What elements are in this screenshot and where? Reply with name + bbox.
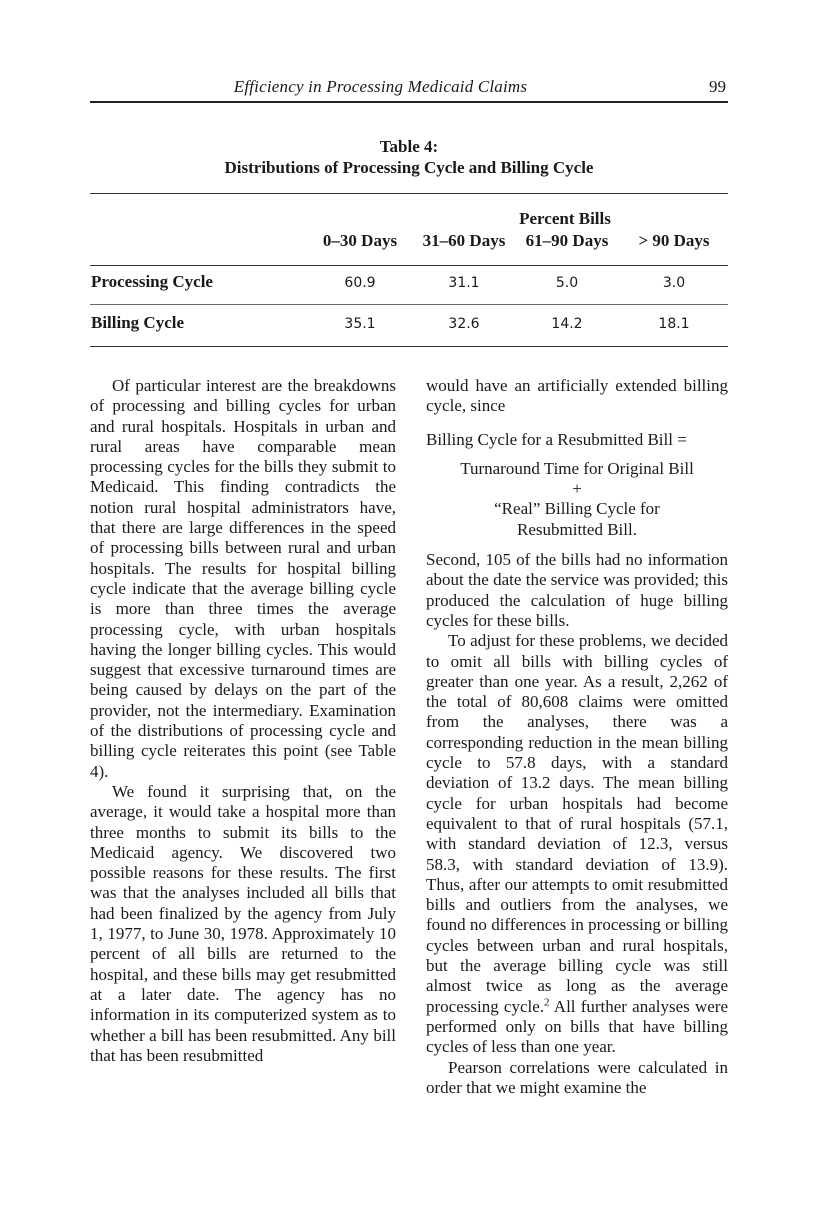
- footnote-marker: 2: [544, 995, 550, 1008]
- column-header: 61–90 Days: [525, 231, 609, 250]
- table-cell: 3.0: [662, 275, 686, 291]
- table-cell: 32.6: [448, 316, 480, 332]
- body-paragraph: Pearson correlations were calculated in order that we might examine the: [426, 1057, 728, 1097]
- table-cell: 18.1: [658, 316, 690, 332]
- column-header: > 90 Days: [638, 231, 710, 250]
- paragraph-text: To adjust for these problems, we decided to omit all bills with billing cycles of greater than one year. As a result, 2,262 of the total of 80,608 claims were omitted from the analyses, there was a corresponding reduction in the mean billing cycle to 57.8 days, with a standard deviation of 13.2 days. The mean billing cycle for urban hospitals had become equivalent to that of rural hospitals (57.1, with standard deviation of 12.3, versus 58.3, with standard deviation of 13.9). Thus, after our attempts to omit resubmitted bills and outliers from the analyses, we found no differences in processing or billing cycles between urban and rural hospitals, but the average billing cycle was still almost twice as long as the average processing cycle.: [426, 631, 728, 1016]
- column-header: 0–30 Days: [322, 231, 398, 250]
- running-title: Efficiency in Processing Medicaid Claims: [233, 77, 528, 96]
- table-spanner-heading: Percent Bills: [519, 209, 611, 228]
- table-bottom-rule: [90, 346, 728, 347]
- row-label-billing-cycle: Billing Cycle: [91, 313, 185, 332]
- column-header: 31–60 Days: [422, 231, 506, 250]
- body-paragraph: Second, 105 of the bills had no information about the date the service was provided; this produced the calculation of huge billing cycles for these bills.: [426, 550, 728, 630]
- table-number: Table 4:: [379, 137, 439, 156]
- left-text-column: [90, 376, 396, 1066]
- body-paragraph: We found it surprising that, on the average, it would take a hospital more than three months to submit its bills to the Medicaid agency. We discovered two possible reasons for these results. The first was that the analyses included all bills that had been finalized by the agency from July 1, 1977, to June 30, 1978. Approximately 10 percent of all bills are returned to the hospital, and these bills may get resubmitted at a later date. The agency has no information in its computerized system as to whether a bill has been resubmitted. Any bill that has been resubmitted: [90, 781, 396, 1065]
- formula-line: Resubmitted Bill.: [517, 519, 637, 539]
- table-cell: 35.1: [344, 316, 376, 332]
- running-header: [90, 74, 728, 98]
- row-label-processing-cycle: Processing Cycle: [91, 272, 213, 291]
- body-paragraph: Of particular interest are the breakdowns of processing and billing cycles for urban and rural hospitals. Hospitals in urban and rural areas have comparable mean processing cycles for the bills they submit to Medicaid. This finding contradicts the notion rural hospital administrators have, that there are large differences in the speed of processing bills between rural and urban hospitals. The results for hospital billing cycle indicate that the average billing cycle is more than three times the average processing cycle, with urban hospitals having the longer billing cycles. This would suggest that excessive turnaround times are being caused by delays on the part of the provider, not the intermediary. Examination of the distributions of processing cycle and billing cycle reiterates this point (see Table 4).: [90, 376, 396, 781]
- table-header-rule: [90, 265, 728, 266]
- right-text-column: [426, 376, 728, 1098]
- formula-heading: Billing Cycle for a Resubmitted Bill =: [426, 429, 687, 449]
- table-cell: 14.2: [551, 316, 583, 332]
- table-row-rule: [90, 304, 728, 305]
- body-paragraph: [426, 631, 728, 1057]
- table-caption: Distributions of Processing Cycle and Billing Cycle: [224, 158, 594, 177]
- body-paragraph: would have an artificially extended billing cycle, since: [426, 376, 728, 416]
- formula-operator: +: [572, 479, 582, 499]
- table-cell: 31.1: [448, 275, 480, 291]
- table-cell: 5.0: [555, 275, 579, 291]
- page-number: 99: [709, 77, 726, 96]
- formula: [426, 459, 728, 540]
- header-rule: [90, 101, 728, 103]
- table-cell: 60.9: [344, 275, 376, 291]
- formula-line: Turnaround Time for Original Bill: [460, 458, 694, 478]
- table-top-rule: [90, 193, 728, 194]
- paragraph-text: All further analyses were performed only on bills that have billing cycles of less than one year.: [426, 996, 728, 1057]
- formula-line: “Real” Billing Cycle for: [494, 499, 660, 519]
